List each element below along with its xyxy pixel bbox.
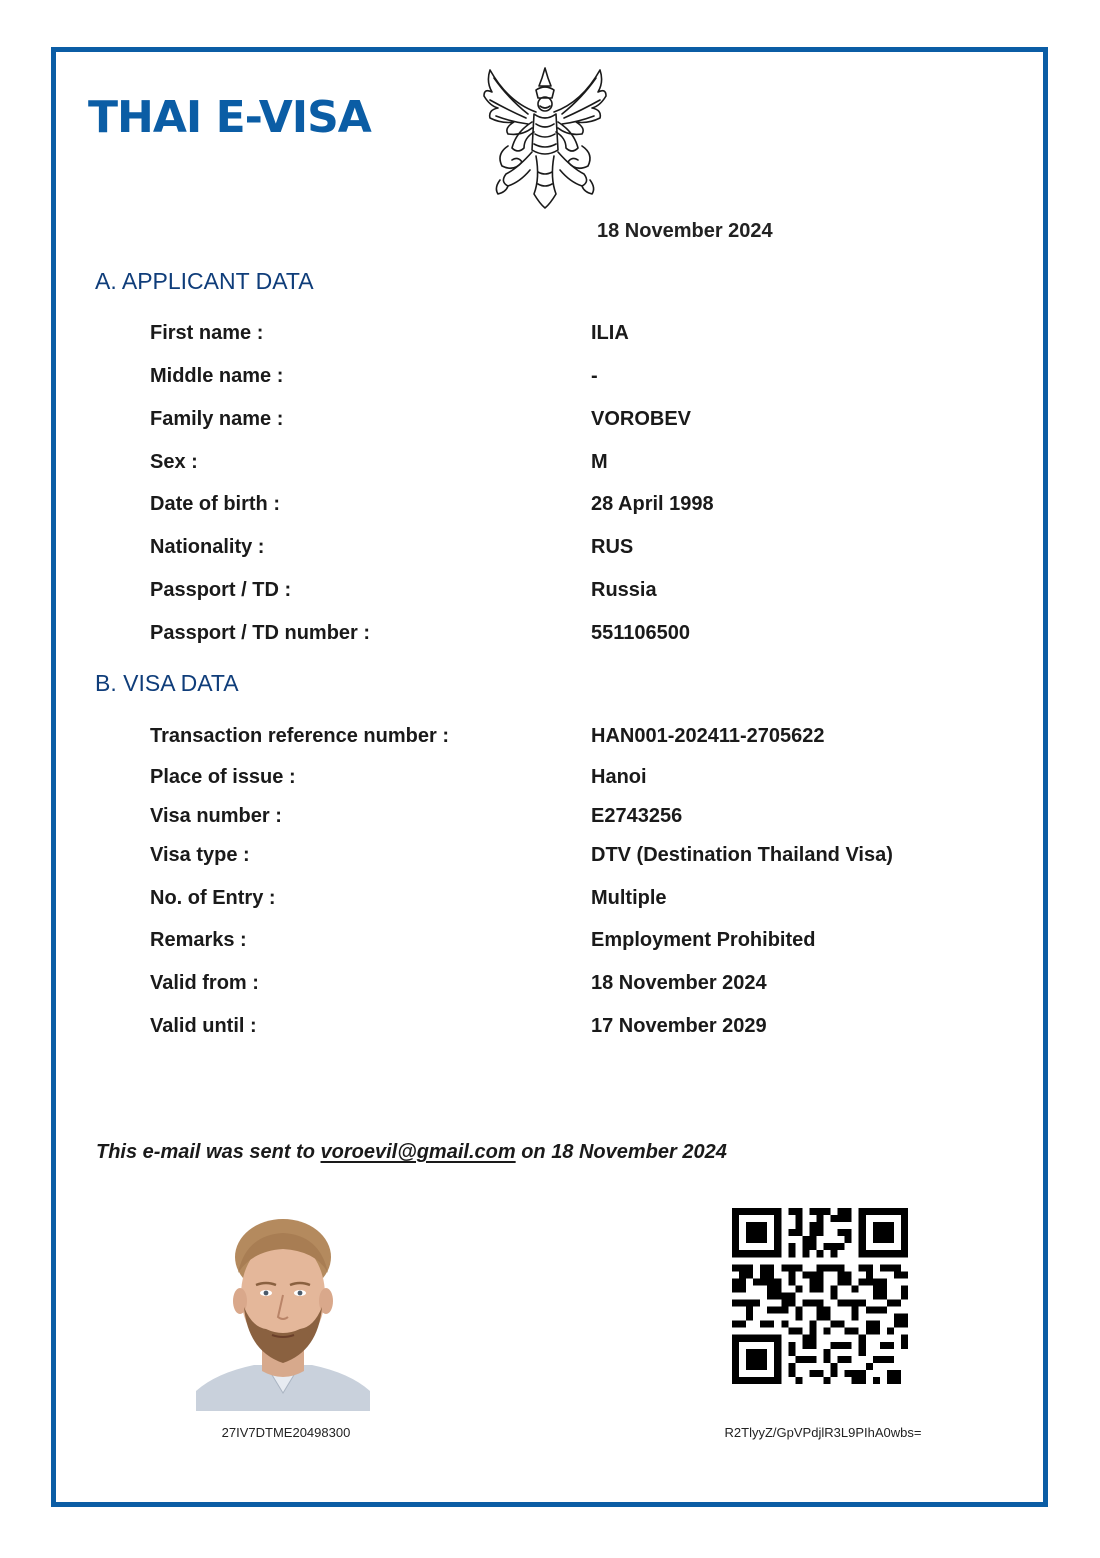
sex-label: Sex : [150,451,198,473]
valid-from-label: Valid from : [150,972,259,994]
photo-code: 27IV7DTME20498300 [221,1425,351,1440]
number-of-entry-label: No. of Entry : [150,887,276,909]
transaction-reference-value: HAN001-202411-2705622 [591,725,825,747]
passport-number-value: 551106500 [591,622,691,644]
remarks-value: Employment Prohibited [591,929,816,951]
place-of-issue-label: Place of issue : [150,766,296,788]
applicant-photo [196,1215,370,1411]
date-of-birth-label: Date of birth : [150,493,280,515]
visa-number-value: E2743256 [591,805,683,827]
first-name-label: First name : [150,322,264,344]
visa-data-heading: B. VISA DATA [95,670,239,696]
family-name-value: VOROBEV [591,408,692,430]
number-of-entry-value: Multiple [591,887,667,909]
qr-code-text: R2TlyyZ/GpVPdjlR3L9PIhA0wbs= [724,1425,922,1440]
remarks-label: Remarks : [150,929,247,951]
date-of-birth-value: 28 April 1998 [591,493,714,515]
email-address-link[interactable]: voroevil@gmail.com [320,1141,516,1163]
place-of-issue-value: Hanoi [591,766,647,788]
visa-type-label: Visa type : [150,844,250,866]
valid-until-label: Valid until : [150,1015,257,1037]
middle-name-label: Middle name : [150,365,284,387]
sex-value: M [591,451,608,473]
middle-name-value: - [591,365,598,387]
qr-code-icon [732,1208,908,1384]
valid-until-value: 17 November 2029 [591,1015,767,1037]
visa-type-value: DTV (Destination Thailand Visa) [591,844,893,866]
visa-number-label: Visa number : [150,805,282,827]
passport-number-label: Passport / TD number : [150,622,371,644]
transaction-reference-label: Transaction reference number : [150,725,449,747]
email-note-suffix: on 18 November 2024 [515,1141,727,1163]
nationality-value: RUS [591,536,634,558]
first-name-value: ILIA [591,322,629,344]
document-title: THAI E-VISA [88,92,371,143]
applicant-data-heading: A. APPLICANT DATA [95,268,314,294]
garuda-emblem-icon [478,62,613,212]
valid-from-value: 18 November 2024 [591,972,767,994]
document-date: 18 November 2024 [597,220,773,242]
passport-td-value: Russia [591,579,657,601]
email-note-prefix: This e-mail was sent to [96,1141,321,1163]
nationality-label: Nationality : [150,536,265,558]
email-sent-note [96,1141,727,1164]
passport-td-label: Passport / TD : [150,579,292,601]
family-name-label: Family name : [150,408,284,430]
